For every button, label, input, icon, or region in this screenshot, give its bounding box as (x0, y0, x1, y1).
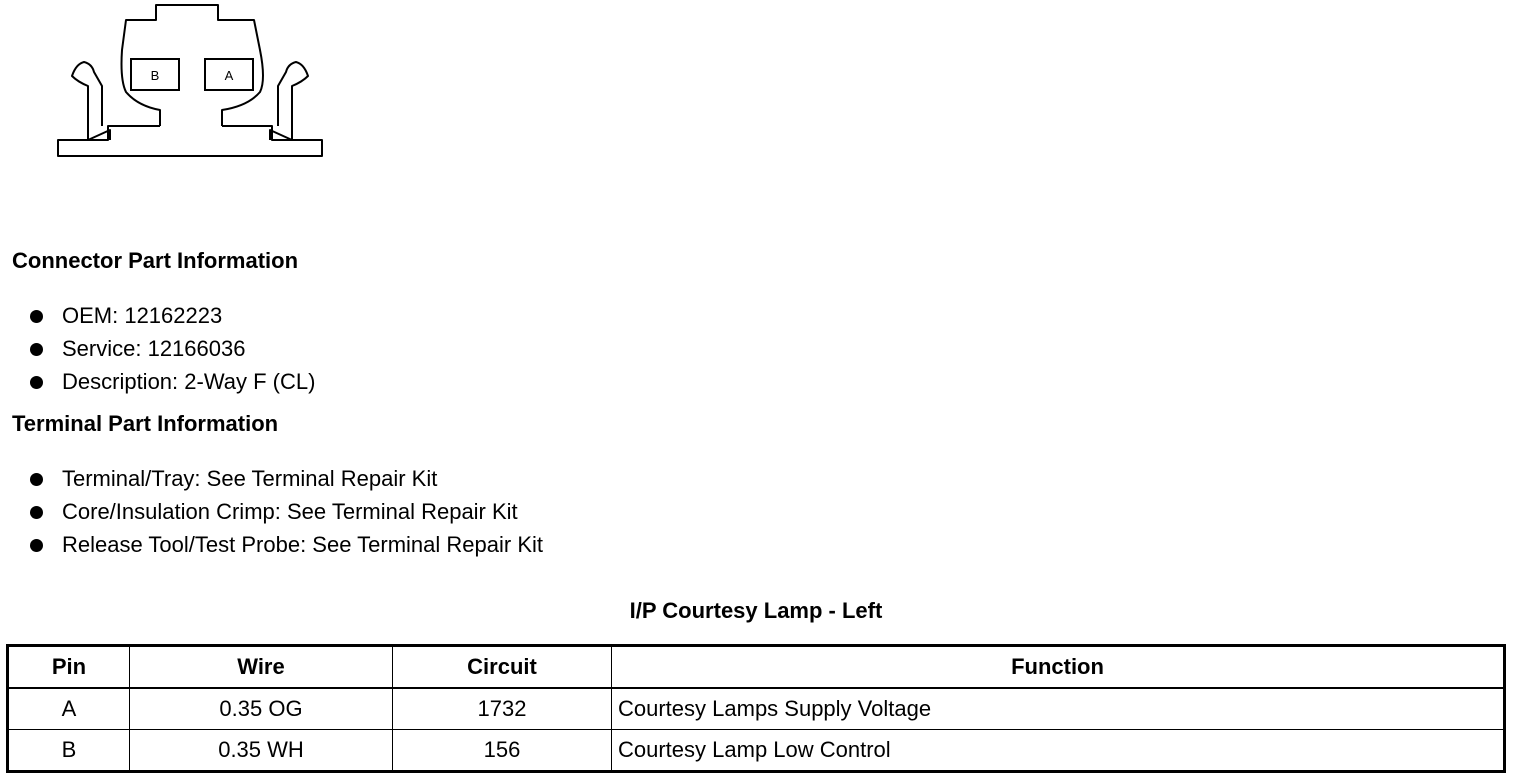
column-header-function: Function (612, 646, 1505, 689)
bullet-icon (30, 376, 43, 389)
bullet-icon (30, 310, 43, 323)
cavity-label-b: B (150, 68, 160, 83)
list-item (30, 335, 315, 368)
list-item (30, 368, 315, 401)
table-caption: I/P Courtesy Lamp - Left (629, 598, 883, 623)
column-header-circuit: Circuit (393, 646, 612, 689)
cavity-label-a: A (224, 68, 234, 83)
list-item-text: OEM: 12162223 (62, 303, 223, 328)
bullet-icon (30, 506, 43, 519)
connector-part-list (30, 302, 315, 401)
connector-part-heading: Connector Part Information (12, 248, 299, 273)
list-item-text: Description: 2-Way F (CL) (62, 369, 316, 394)
function-cell: Courtesy Lamps Supply Voltage (612, 688, 1505, 730)
list-item-text: Service: 12166036 (62, 336, 246, 361)
wire-cell: 0.35 WH (130, 730, 393, 772)
pinout-table (6, 644, 1506, 773)
column-header-wire: Wire (130, 646, 393, 689)
table-row (8, 688, 1505, 730)
terminal-part-list (30, 465, 543, 564)
list-item (30, 465, 543, 498)
list-item (30, 498, 543, 531)
bullet-icon (30, 473, 43, 486)
terminal-part-heading: Terminal Part Information (12, 411, 279, 436)
table-row (8, 730, 1505, 772)
list-item (30, 531, 543, 564)
list-item-text: Core/Insulation Crimp: See Terminal Repair Kit (62, 499, 518, 524)
circuit-cell: 1732 (393, 688, 612, 730)
connector-diagram (50, 0, 340, 170)
list-item-text: Release Tool/Test Probe: See Terminal Repair Kit (62, 532, 543, 557)
bullet-icon (30, 539, 43, 552)
list-item (30, 302, 315, 335)
wire-cell: 0.35 OG (130, 688, 393, 730)
pin-cell: B (8, 730, 130, 772)
list-item-text: Terminal/Tray: See Terminal Repair Kit (62, 466, 438, 491)
connector-outline-icon (50, 0, 340, 170)
bullet-icon (30, 343, 43, 356)
circuit-cell: 156 (393, 730, 612, 772)
function-cell: Courtesy Lamp Low Control (612, 730, 1505, 772)
pin-cell: A (8, 688, 130, 730)
table-header-row (8, 646, 1505, 689)
column-header-pin: Pin (8, 646, 130, 689)
